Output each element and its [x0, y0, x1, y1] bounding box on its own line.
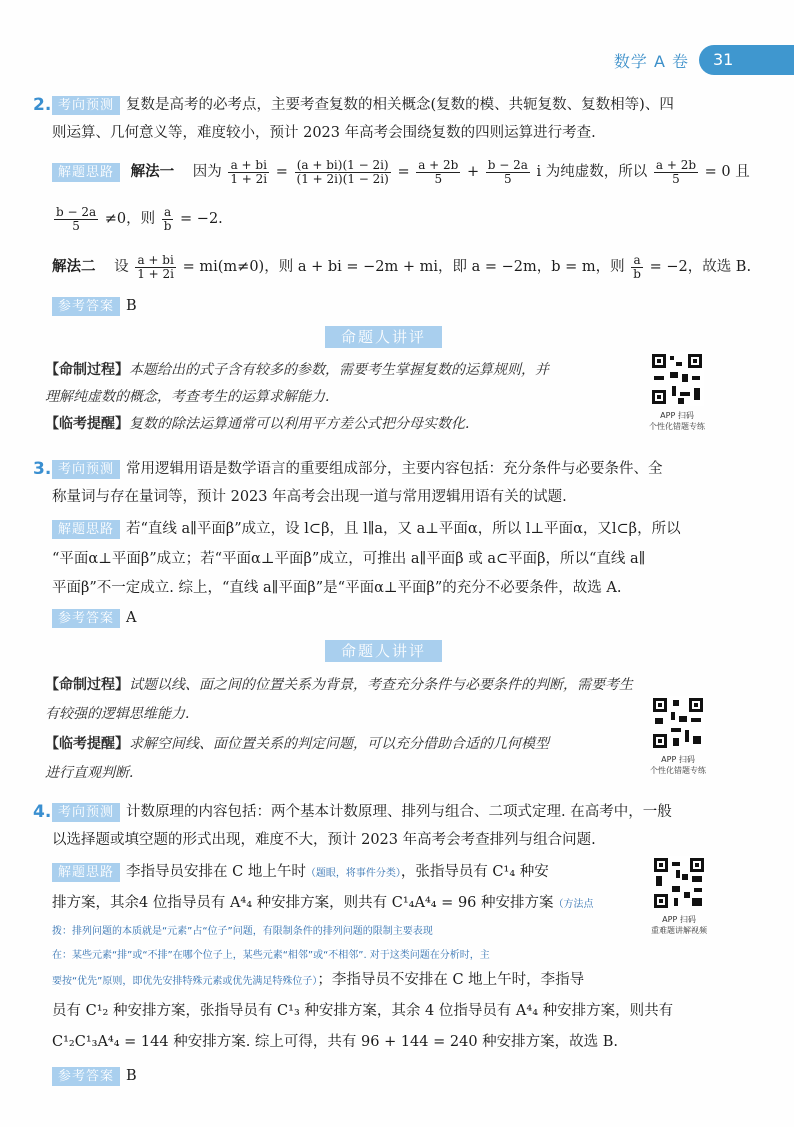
q3-process: [45, 675, 633, 695]
q4-solution-line5: C¹₂C¹₃A⁴₄ = 144 种安排方案. 综上可得，共有 96 + 144 = 240 种安排方案，故选 B.: [52, 1034, 619, 1050]
text: ≠0，则: [104, 211, 156, 227]
fraction: $\frac{a + 2b}{5}$: [418, 157, 459, 186]
text: +: [466, 164, 480, 180]
fraction: $\frac{a}{b}$: [163, 204, 172, 233]
caption-line: 个性化错题专练: [649, 422, 705, 431]
q2-text: 复数是高考的必考点，主要考查复数的相关概念(复数的模、共轭复数、复数相等)、四: [126, 97, 674, 113]
q3-reminder: [45, 734, 549, 754]
text: ，张指导员有 C¹₄ 种安: [400, 864, 549, 880]
label: 【命制过程】: [45, 677, 129, 693]
tag-answer: 参考答案: [52, 297, 120, 316]
caption-line: 个性化错题专练: [650, 766, 706, 775]
text: = −2，故选 B.: [649, 259, 752, 275]
tag-solution: 解题思路: [52, 520, 120, 539]
text: 李指导员安排在 C 地上午时: [126, 864, 306, 880]
q4-solution-line3: [52, 970, 584, 992]
tag-forecast: 考向预测: [52, 803, 120, 822]
q4-solution-line1: [52, 862, 549, 884]
qr-code[interactable]: [651, 696, 705, 750]
answer-value: A: [126, 610, 137, 626]
q2-method2: [52, 248, 751, 286]
qr-code[interactable]: [650, 352, 704, 406]
q2-forecast-line2: 则运算、几何意义等，难度较小，预计 2023 年高考会围绕复数的四则运算进行考查.: [52, 125, 596, 141]
question-number: 4.: [33, 802, 52, 822]
tag-solution: 解题思路: [52, 863, 120, 882]
text: = −2.: [180, 211, 223, 227]
q3-forecast-line2: 称量词与存在量词等，预计 2023 年高考会出现一道与常用逻辑用语有关的试题.: [52, 489, 567, 505]
text: 排方案，其余4 位指导员有 A⁴₄ 种安排方案，则共有 C¹₄A⁴₄ = 96 种安排方案: [52, 895, 554, 911]
q2-answer: [52, 296, 137, 316]
tag-answer: 参考答案: [52, 609, 120, 628]
q3-reminder-cont: 进行直观判断.: [45, 765, 134, 781]
q4-answer: [52, 1066, 137, 1086]
page-header: [614, 45, 794, 75]
fraction: $\frac{(a + bi)(1 - 2i)}{(1 + 2i)(1 - 2i)}$: [296, 157, 389, 186]
text: = mi(m≠0)，则 a + bi = −2m + mi，即 a = −2m，b = m，则: [182, 259, 625, 275]
fraction: $\frac{a + 2b}{5}$: [655, 157, 697, 186]
text: =: [275, 164, 288, 180]
q4-solution-line2: [52, 893, 594, 915]
q2-method1-cont: [52, 200, 223, 238]
header-title: 数学 A 卷: [613, 51, 689, 71]
label: 【命制过程】: [45, 362, 129, 378]
tag-forecast: 考向预测: [52, 96, 120, 115]
qr-code[interactable]: [652, 856, 706, 910]
text: =: [397, 164, 410, 180]
q4-forecast-line2: 以选择题或填空题的形式出现，难度不大，预计 2023 年高考会考查排列与组合问题.: [52, 832, 596, 848]
tag-solution: 解题思路: [52, 163, 120, 182]
text: 复数的除法运算通常可以利用平方差公式把分母实数化.: [129, 416, 470, 432]
q2-method1: [52, 153, 750, 191]
tag-answer: 参考答案: [52, 1067, 120, 1086]
method-label: 解法二: [52, 259, 96, 275]
method-label: 解法一: [130, 164, 175, 180]
q3-solution-line1: [52, 519, 681, 539]
fraction: $\frac{b - 2a}{5}$: [487, 157, 528, 186]
annotation-note: （方法点: [553, 899, 594, 910]
annotation-note: 要按“优先”原则，即优先安排特殊元素或优先满足特殊位子）: [52, 976, 318, 987]
q3-answer: [52, 608, 137, 628]
fraction: $\frac{a + bi}{1 + 2i}$: [137, 252, 175, 281]
question-number: 2.: [33, 95, 52, 115]
qr-caption: [637, 914, 721, 936]
fraction: $\frac{a}{b}$: [633, 252, 641, 281]
caption-line: APP 扫码: [661, 755, 695, 764]
qr-caption: [635, 410, 719, 432]
q3-forecast-line1: [52, 459, 663, 479]
commentary-banner: 命题人讲评: [325, 326, 442, 348]
annotation-note: （题眼，将事件分类）: [305, 868, 401, 879]
text: 计数原理的内容包括：两个基本计数原理、排列与组合、二项式定理. 在高考中，一般: [126, 804, 672, 820]
qr-caption: [636, 754, 720, 776]
caption-line: APP 扫码: [662, 915, 696, 924]
question-number: 3.: [33, 459, 52, 479]
q3-solution-line2: “平面α⊥平面β”成立；若“平面α⊥平面β”成立，可推出 a∥平面β 或 a⊂平面β，所以“直线 a∥: [52, 551, 646, 567]
q2-process-cont: 理解纯虚数的概念，考查考生的运算求解能力.: [45, 389, 330, 405]
caption-line: 重难题讲解视频: [651, 926, 707, 935]
answer-value: B: [126, 298, 137, 314]
text: 试题以线、面之间的位置关系为背景，考查充分条件与必要条件的判断，需要考生: [129, 677, 633, 693]
text: 求解空间线、面位置关系的判定问题，可以充分借助合适的几何模型: [129, 736, 549, 752]
q4-forecast-line1: [52, 802, 672, 822]
text: 常用逻辑用语是数学语言的重要组成部分，主要内容包括：充分条件与必要条件、全: [126, 461, 663, 477]
text: 若“直线 a∥平面β”成立，设 l⊂β，且 l∥a，又 a⊥平面α，所以 l⊥平面α，又l⊂β，所以: [126, 521, 681, 537]
label: 【临考提醒】: [45, 736, 129, 752]
q3-process-cont: 有较强的逻辑思维能力.: [45, 706, 190, 722]
text: 本题给出的式子含有较多的参数，需要考生掌握复数的运算规则，并: [129, 362, 549, 378]
text: = 0 且: [704, 164, 750, 180]
q3-solution-line3: 平面β”不一定成立. 综上，“直线 a∥平面β”是“平面α⊥平面β”的充分不必要条件，故选 A.: [52, 580, 622, 596]
label: 【临考提醒】: [45, 416, 129, 432]
q2-reminder: [45, 414, 469, 434]
page-number: 31: [699, 45, 794, 75]
q4-method-note-2: 在：某些元素“排”或“不排”在哪个位子上，某些元素“相邻”或“不相邻”. 对于这类问题在分析时，主: [52, 950, 490, 961]
text: 因为: [192, 164, 222, 180]
text: ；李指导员不安排在 C 地上午时，李指导: [317, 972, 585, 988]
text: i 为纯虚数，所以: [536, 164, 648, 180]
answer-value: B: [126, 1068, 137, 1084]
q2-forecast-line1: [52, 95, 674, 115]
commentary-banner: 命题人讲评: [325, 640, 442, 662]
q4-method-note-1: 拨：排列问题的本质就是“元素”占“位子”问题，有限制条件的排列问题的限制主要表现: [52, 926, 433, 937]
fraction: $\frac{b - 2a}{5}$: [56, 204, 97, 233]
fraction: $\frac{a + bi}{1 + 2i}$: [230, 157, 268, 186]
caption-line: APP 扫码: [660, 411, 694, 420]
q4-solution-line4: 员有 C¹₂ 种安排方案，张指导员有 C¹₃ 种安排方案，其余 4 位指导员有 A⁴₄ 种安排方案，则共有: [52, 1003, 674, 1019]
text: 设: [114, 259, 129, 275]
q2-process: [45, 360, 549, 380]
tag-forecast: 考向预测: [52, 460, 120, 479]
